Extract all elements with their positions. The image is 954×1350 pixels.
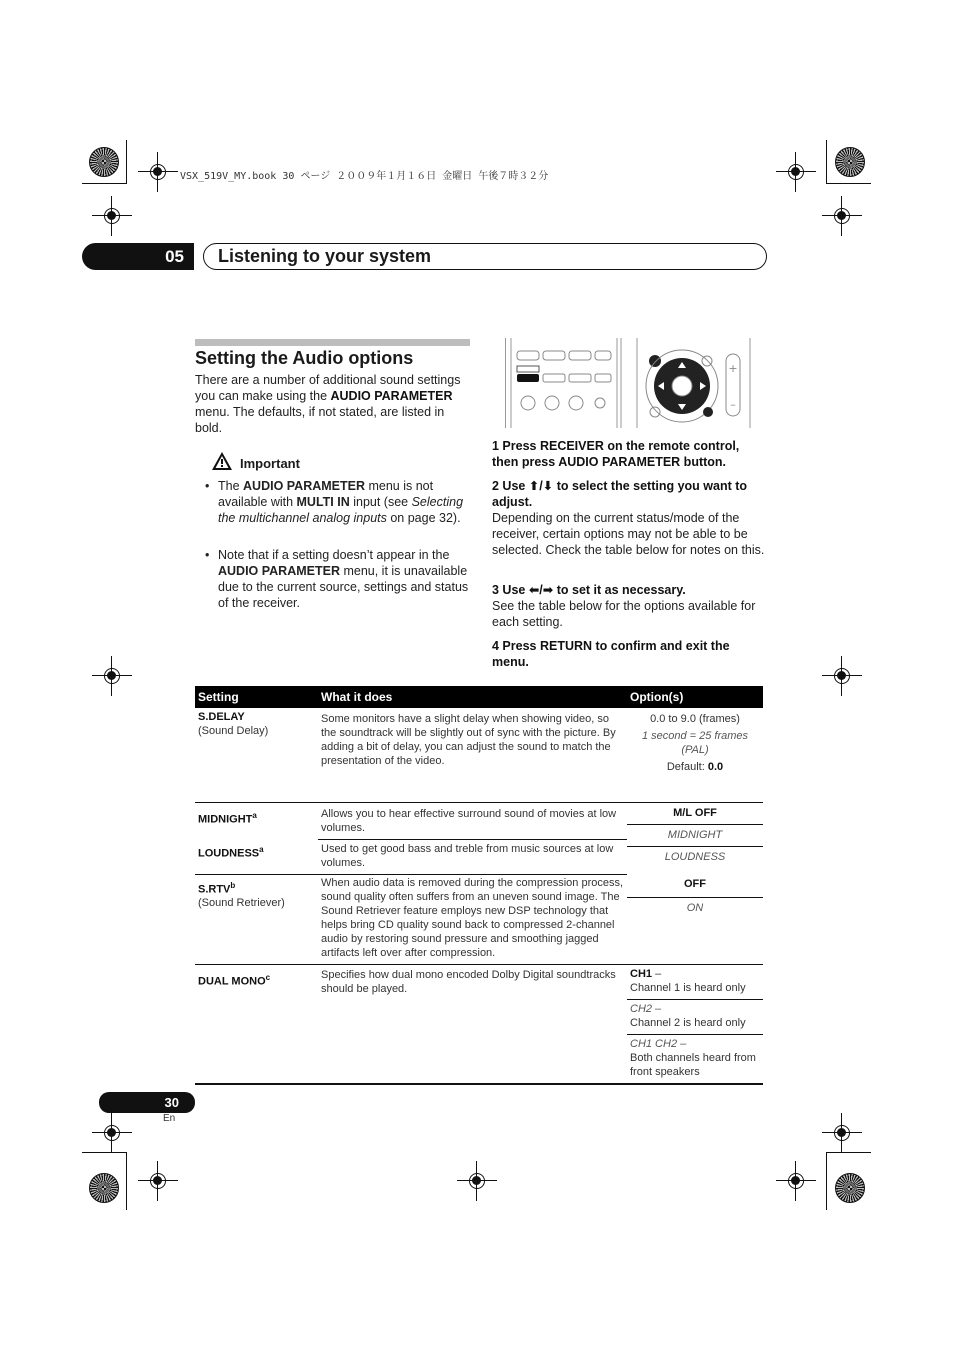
page-number: 30 bbox=[99, 1092, 195, 1113]
section-title: Setting the Audio options bbox=[195, 348, 414, 368]
trim-mark bbox=[126, 140, 127, 184]
step-1: 1 Press RECEIVER on the remote control, then press AUDIO PARAMETER button. bbox=[492, 439, 740, 469]
page-language: En bbox=[163, 1113, 176, 1124]
intro-paragraph: There are a number of additional sound settings you can make using the AUDIO PARAMETER menu. The defaults, if not stated, are listed in bold. bbox=[195, 373, 461, 435]
step-4: 4 Press RETURN to confirm and exit the menu. bbox=[492, 639, 730, 669]
table-row: S.RTV$^b$ (Sound Retriever) When audio data is removed during the compression process, sound quality often suffers from an uneven sound image. The Sound Retriever feature employs new DSP technology that helps bring CD quality sound back to compressed 2-channel audio by restoring sound pressure and smoothing jagged artifacts left over after compression. OFF ON bbox=[195, 874, 763, 964]
color-target-bottom-right bbox=[835, 1173, 865, 1203]
trim-mark bbox=[82, 1152, 127, 1153]
table-row: S.DELAY (Sound Delay) Some monitors have a slight delay when showing video, so the soundtrack will be slightly out of sync with the picture. By adding a bit of delay, you can adjust the sound to match the presentation of the video. 0.0 to 9.0 (frames) 1 second = 25 frames (PAL) Default: 0.0 bbox=[195, 708, 763, 802]
column-header-options: Option(s) bbox=[627, 686, 763, 708]
chapter-title: Listening to your system bbox=[203, 243, 767, 270]
color-target-top-left bbox=[89, 147, 119, 177]
registration-mark-bottom-right bbox=[776, 1161, 816, 1201]
remote-control-illustration bbox=[505, 338, 753, 428]
registration-mark-upper-left bbox=[92, 196, 132, 236]
table-row: MIDNIGHT$^a$ Allows you to hear effective surround sound of movies at low volumes. M/L OFF MIDNIGHT LOUDNESS bbox=[195, 802, 763, 839]
registration-mark-bottom-center bbox=[457, 1161, 497, 1201]
registration-mark-top-right bbox=[776, 152, 816, 192]
audio-options-table bbox=[195, 686, 763, 1085]
registration-mark-upper-right bbox=[822, 196, 862, 236]
registration-mark-bottom-left bbox=[138, 1161, 178, 1201]
color-target-bottom-left bbox=[89, 1173, 119, 1203]
warning-icon bbox=[211, 451, 233, 471]
trim-mark bbox=[82, 183, 127, 184]
svg-text:+: + bbox=[728, 362, 738, 375]
column-header-setting: Setting bbox=[195, 686, 318, 708]
trim-mark bbox=[826, 140, 827, 184]
step-3: 3 Use ⬅/➡ to set it as necessary. See the table below for the options available for each setting. bbox=[492, 583, 756, 629]
trim-mark bbox=[826, 183, 871, 184]
column-header-what-it-does: What it does bbox=[318, 686, 627, 708]
registration-mark-lower-right bbox=[822, 1113, 862, 1153]
step-2: 2 Use ⬆/⬇ to select the setting you want to adjust. Depending on the current status/mode of the receiver, certain options may not be able to be selected. Check the table below for notes on this. bbox=[492, 479, 765, 557]
svg-text:–: – bbox=[730, 398, 736, 411]
important-bullet-2: • Note that if a setting doesn’t appear in the AUDIO PARAMETER menu, it is unavailable due to the current source, settings and status of the receiver. bbox=[205, 548, 469, 610]
table-row: LOUDNESS$^a$ Used to get good bass and treble from music sources at low volumes. bbox=[195, 839, 763, 874]
registration-mark-lower-left bbox=[92, 1113, 132, 1153]
print-header-meta: VSX_519V_MY.book 30 ページ ２００９年１月１６日 金曜日 午後７時３２分 bbox=[180, 171, 549, 182]
color-target-top-right bbox=[835, 147, 865, 177]
chapter-number: 05 bbox=[82, 243, 194, 270]
table-row: DUAL MONO$^c$ Specifies how dual mono encoded Dolby Digital soundtracks should be played. CH1 – Channel 1 is heard only CH2 – Channel 2 is heard only CH1 CH2 – Both channels heard from front speakers bbox=[195, 964, 763, 1084]
important-label: Important bbox=[240, 456, 300, 471]
important-bullet-1: • The AUDIO PARAMETER menu is not available with MULTI IN input (see Selecting the multichannel analog inputs on page 32). bbox=[205, 479, 464, 525]
trim-mark bbox=[826, 1152, 827, 1210]
registration-mark-top-left bbox=[138, 152, 178, 192]
trim-mark bbox=[126, 1152, 127, 1210]
registration-mark-mid-right bbox=[822, 656, 862, 696]
trim-mark bbox=[826, 1152, 871, 1153]
registration-mark-mid-left bbox=[92, 656, 132, 696]
section-rule bbox=[195, 339, 470, 346]
